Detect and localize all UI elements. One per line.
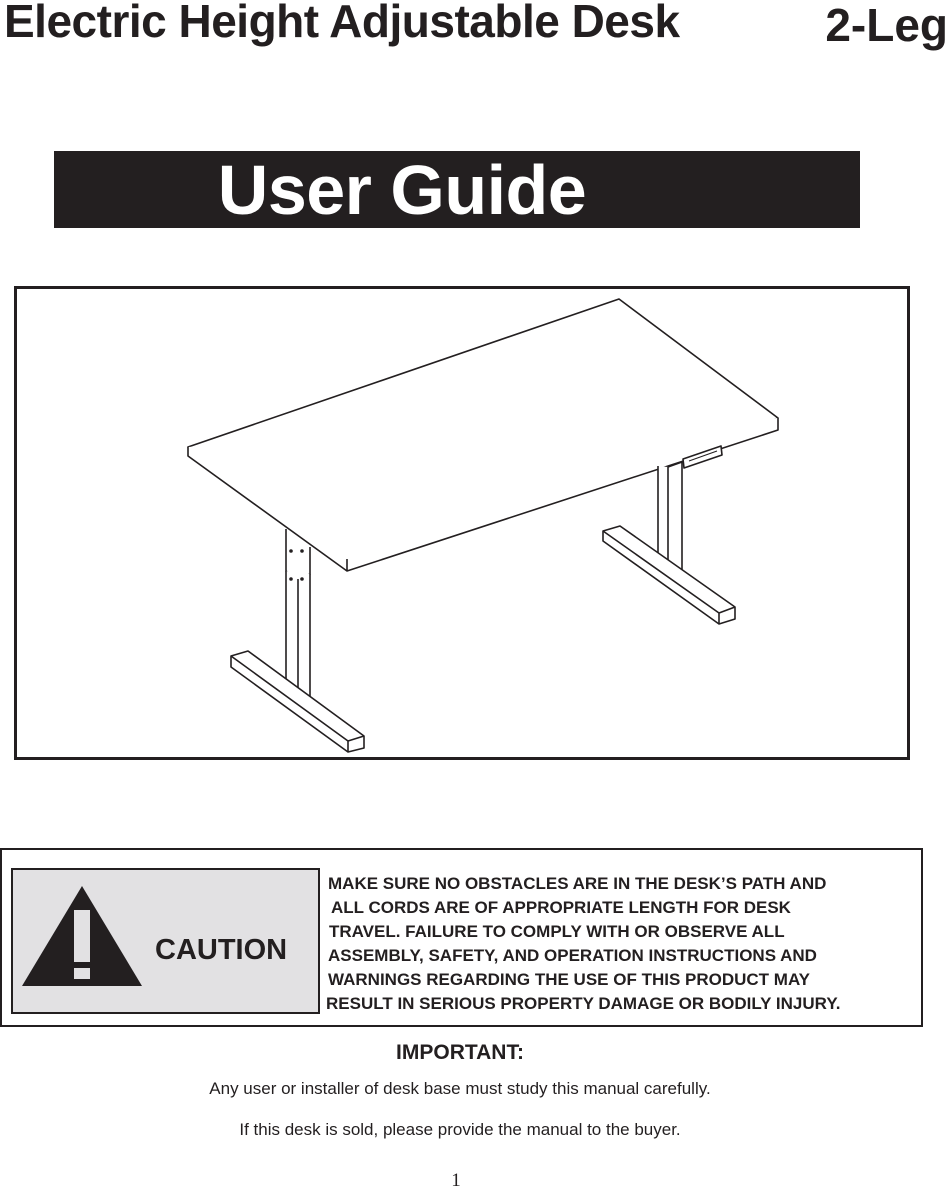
desk-illustration-frame [14,286,910,760]
caution-label: CAUTION [155,934,288,966]
document-title-suffix: 2-Leg [825,0,948,51]
important-heading: IMPORTANT: [396,1041,524,1064]
caution-line: WARNINGS REGARDING THE USE OF THIS PRODUCT MAY [328,970,811,989]
user-guide-banner [54,151,860,228]
caution-line: ALL CORDS ARE OF APPROPRIATE LENGTH FOR DESK [331,898,791,917]
caution-line: MAKE SURE NO OBSTACLES ARE IN THE DESK’S PATH AND [328,874,827,893]
warning-triangle-icon [22,886,142,988]
desk-illustration [17,289,907,757]
caution-panel [11,868,320,1014]
important-note-provide-manual: If this desk is sold, please provide the manual to the buyer. [239,1120,681,1139]
caution-line: RESULT IN SERIOUS PROPERTY DAMAGE OR BODILY INJURY. [326,994,841,1013]
right-foot [603,526,735,624]
important-note-study-manual: Any user or installer of desk base must study this manual carefully. [209,1079,711,1098]
caution-box [0,848,923,1027]
caution-line: ASSEMBLY, SAFETY, AND OPERATION INSTRUCTIONS AND [328,946,817,965]
page-number: 1 [451,1170,461,1191]
caution-line: TRAVEL. FAILURE TO COMPLY WITH OR OBSERVE ALL [329,922,785,941]
banner-text: User Guide [217,150,587,229]
document-title: Electric Height Adjustable Desk [4,0,680,47]
caution-text [328,872,918,1016]
